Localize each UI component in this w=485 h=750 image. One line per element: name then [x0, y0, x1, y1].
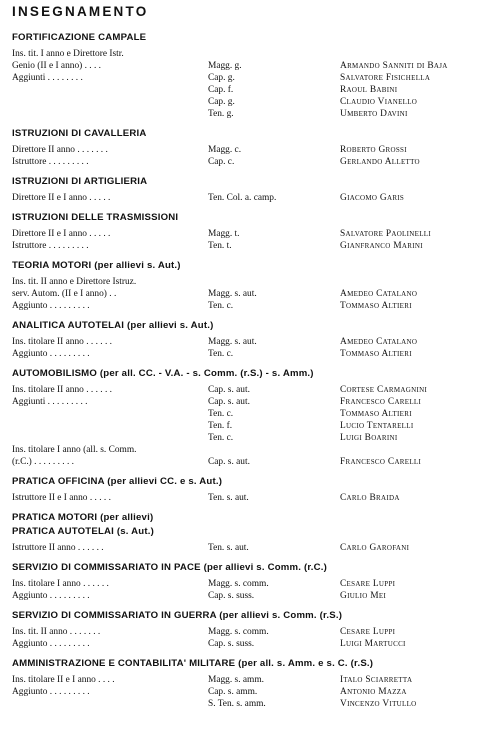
staff-name: Luigi Martucci [340, 639, 406, 649]
staff-role: Ins. titolare II anno . . . . . . [12, 385, 112, 395]
staff-rank: Ten. s. aut. [208, 543, 249, 553]
staff-rank: Cap. s. aut. [208, 397, 250, 407]
section [12, 176, 477, 204]
staff-role: Aggiunto . . . . . . . . . [12, 301, 90, 311]
staff-name: Francesco Carelli [340, 457, 422, 467]
staff-row [12, 432, 477, 444]
staff-name: Salvatore Fisichella [340, 73, 431, 83]
staff-row [12, 336, 477, 348]
page-title: INSEGNAMENTO [12, 4, 149, 19]
staff-name: Antonio Mazza [340, 687, 407, 697]
staff-name: Carlo Braida [340, 493, 400, 503]
section-heading: AUTOMOBILISMO (per all. CC. - V.A. - s. Comm. (r.S.) - s. Amm.) [12, 368, 314, 379]
staff-rank: S. Ten. s. amm. [208, 699, 266, 709]
staff-rank: Magg. s. aut. [208, 337, 257, 347]
staff-rank: Magg. s. comm. [208, 579, 269, 589]
staff-role: Ins. titolare II e I anno . . . . [12, 675, 115, 685]
staff-rank: Ten. c. [208, 301, 234, 311]
staff-rank: Magg. s. aut. [208, 289, 257, 299]
section [12, 658, 477, 710]
staff-rank: Cap. s. suss. [208, 639, 255, 649]
staff-row [12, 444, 477, 456]
section-heading: ISTRUZIONI DELLE TRASMISSIONI [12, 212, 179, 223]
staff-rank: Magg. s. comm. [208, 627, 269, 637]
staff-name: Cesare Luppi [340, 627, 396, 637]
section [12, 368, 477, 468]
staff-row [12, 590, 477, 602]
section [12, 32, 477, 120]
staff-name: Roberto Grossi [340, 145, 407, 155]
staff-row [12, 674, 477, 686]
staff-rank: Magg. t. [208, 229, 240, 239]
staff-name: Claudio Vianello [340, 97, 418, 107]
staff-role: Istruttore II e I anno . . . . . [12, 493, 111, 503]
staff-role: Aggiunto . . . . . . . . . [12, 687, 90, 697]
section-heading: ISTRUZIONI DI CAVALLERIA [12, 128, 147, 139]
staff-name: Italo Sciarretta [340, 675, 413, 685]
section-heading: SERVIZIO DI COMMISSARIATO IN GUERRA (per allievi s. Comm. (r.S.) [12, 610, 343, 621]
section [12, 476, 477, 504]
staff-row [12, 578, 477, 590]
staff-role: Aggiunto . . . . . . . . . [12, 591, 90, 601]
section [12, 512, 477, 554]
staff-name: Tommaso Altieri [340, 409, 412, 419]
staff-name: Giacomo Garis [340, 193, 405, 203]
section [12, 562, 477, 602]
staff-role: Ins. titolare I anno . . . . . . [12, 579, 109, 589]
section-heading: AMMINISTRAZIONE E CONTABILITA' MILITARE (per all. s. Amm. e s. C. (r.S.) [12, 658, 374, 669]
staff-row [12, 288, 477, 300]
staff-row [12, 48, 477, 60]
staff-rank: Ten. c. [208, 433, 234, 443]
staff-name: Francesco Carelli [340, 397, 422, 407]
staff-rank: Cap. s. suss. [208, 591, 255, 601]
staff-row [12, 276, 477, 288]
staff-row [12, 60, 477, 72]
staff-name: Gerlando Alletto [340, 157, 420, 167]
staff-rank: Cap. g. [208, 73, 235, 83]
staff-name: Amedeo Catalano [340, 289, 418, 299]
staff-rank: Ten. c. [208, 349, 234, 359]
staff-role: Ins. tit. II anno e Direttore Istruz. [12, 277, 137, 287]
staff-rank: Cap. s. aut. [208, 457, 250, 467]
staff-role: Istruttore . . . . . . . . . [12, 157, 89, 167]
staff-row [12, 698, 477, 710]
section [12, 610, 477, 650]
staff-row [12, 456, 477, 468]
staff-row [12, 96, 477, 108]
staff-role: Direttore II e I anno . . . . . [12, 193, 111, 203]
staff-name: Giulio Mei [340, 591, 387, 601]
staff-row [12, 408, 477, 420]
staff-role: (r.C.) . . . . . . . . . [12, 457, 74, 467]
staff-rank: Ten. f. [208, 421, 233, 431]
staff-rank: Ten. g. [208, 109, 234, 119]
section-heading: FORTIFICAZIONE CAMPALE [12, 32, 147, 43]
staff-rank: Magg. c. [208, 145, 242, 155]
staff-role: Ins. titolare I anno (all. s. Comm. [12, 445, 137, 455]
staff-rank: Cap. f. [208, 85, 234, 95]
staff-rank: Ten. Col. a. camp. [208, 193, 277, 203]
staff-name: Cortese Carmagnini [340, 385, 428, 395]
staff-rank: Ten. c. [208, 409, 234, 419]
staff-rank: Cap. s. amm. [208, 687, 258, 697]
section [12, 128, 477, 168]
staff-role: Ins. tit. II anno . . . . . . . [12, 627, 101, 637]
staff-name: Salvatore Paolinelli [340, 229, 431, 239]
staff-name: Amedeo Catalano [340, 337, 418, 347]
staff-role: Direttore II anno . . . . . . . [12, 145, 108, 155]
staff-name: Tommaso Altieri [340, 349, 412, 359]
staff-row [12, 384, 477, 396]
section [12, 320, 477, 360]
staff-rank: Magg. g. [208, 61, 242, 71]
staff-name: Gianfranco Marini [340, 241, 423, 251]
staff-row [12, 638, 477, 650]
staff-rank: Ten. s. aut. [208, 493, 249, 503]
staff-row [12, 420, 477, 432]
staff-rank: Cap. c. [208, 157, 235, 167]
staff-row [12, 108, 477, 120]
staff-row [12, 144, 477, 156]
staff-name: Carlo Garofani [340, 543, 410, 553]
staff-name: Raoul Babini [340, 85, 398, 95]
section [12, 212, 477, 252]
staff-role: Aggiunti . . . . . . . . . [12, 397, 88, 407]
staff-role: Aggiunti . . . . . . . . [12, 73, 83, 83]
staff-name: Cesare Luppi [340, 579, 396, 589]
staff-rank: Ten. t. [208, 241, 232, 251]
staff-name: Luigi Boarini [340, 433, 398, 443]
staff-row [12, 492, 477, 504]
staff-rank: Cap. s. aut. [208, 385, 250, 395]
staff-role: Aggiunto . . . . . . . . . [12, 349, 90, 359]
staff-name: Tommaso Altieri [340, 301, 412, 311]
section-heading: ISTRUZIONI DI ARTIGLIERIA [12, 176, 148, 187]
section-heading: SERVIZIO DI COMMISSARIATO IN PACE (per allievi s. Comm. (r.C.) [12, 562, 328, 573]
section-heading: ANALITICA AUTOTELAI (per allievi s. Aut.) [12, 320, 214, 331]
staff-name: Vincenzo Vitullo [340, 699, 417, 709]
staff-row [12, 686, 477, 698]
staff-row [12, 72, 477, 84]
staff-row [12, 348, 477, 360]
section-heading: PRATICA MOTORI (per allievi) [12, 512, 154, 523]
section-heading: PRATICA OFFICINA (per allievi CC. e s. Aut.) [12, 476, 223, 487]
section-heading: PRATICA AUTOTELAI (s. Aut.) [12, 526, 155, 537]
staff-rank: Magg. s. amm. [208, 675, 264, 685]
staff-row [12, 542, 477, 554]
sections-list [12, 32, 477, 710]
staff-role: Istruttore . . . . . . . . . [12, 241, 89, 251]
staff-row [12, 626, 477, 638]
staff-role: Direttore II e I anno . . . . . [12, 229, 111, 239]
staff-name: Lucio Tentarelli [340, 421, 414, 431]
staff-name: Armando Sanniti di Baja [340, 61, 448, 71]
staff-role: Aggiunto . . . . . . . . . [12, 639, 90, 649]
staff-row [12, 84, 477, 96]
staff-name: Umberto Davini [340, 109, 408, 119]
staff-role: Istruttore II anno . . . . . . [12, 543, 104, 553]
staff-role: Genio (II e I anno) . . . . [12, 61, 102, 71]
staff-role: serv. Autom. (II e I anno) . . [12, 289, 117, 299]
staff-role: Ins. tit. I anno e Direttore Istr. [12, 49, 124, 59]
staff-rank: Cap. g. [208, 97, 235, 107]
section [12, 260, 477, 312]
staff-row [12, 240, 477, 252]
staff-row [12, 156, 477, 168]
staff-row [12, 396, 477, 408]
staff-row [12, 192, 477, 204]
staff-role: Ins. titolare II anno . . . . . . [12, 337, 112, 347]
section-heading: TEORIA MOTORI (per allievi s. Aut.) [12, 260, 181, 271]
staff-row [12, 300, 477, 312]
staff-row [12, 228, 477, 240]
